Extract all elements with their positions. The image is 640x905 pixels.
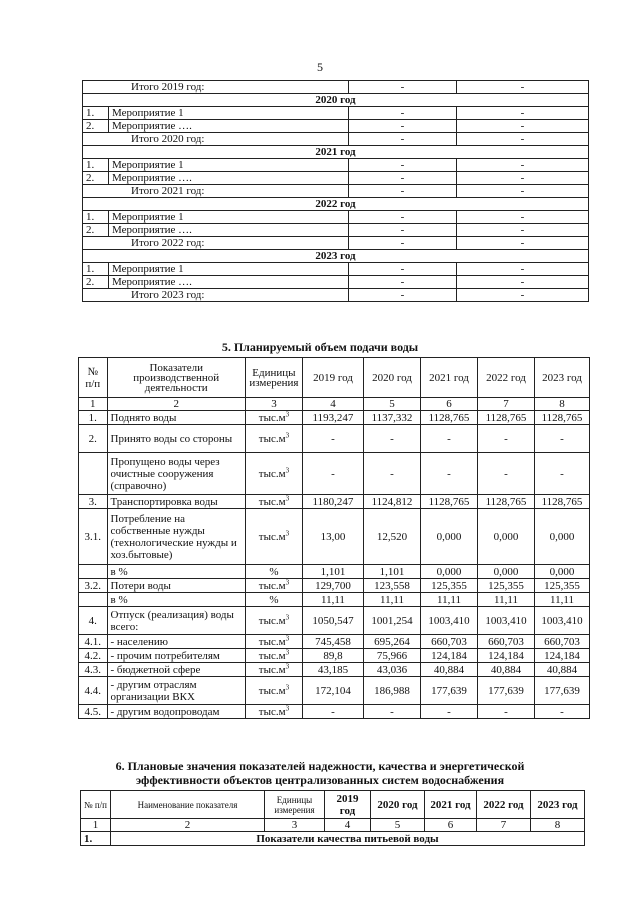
value-cell: - <box>457 159 589 172</box>
value-cell: 43,185 <box>302 663 363 677</box>
unit-cell <box>245 425 302 453</box>
table-row <box>83 146 589 159</box>
table-row <box>83 276 589 289</box>
table-row <box>79 705 590 719</box>
col-number: 8 <box>535 398 590 411</box>
row-number: 3.1. <box>79 509 108 565</box>
value-cell: - <box>302 453 363 495</box>
table-row <box>79 565 590 579</box>
t3-col-number: 4 <box>325 819 371 832</box>
row-number: 1. <box>83 107 109 120</box>
unit-superscript: 3 <box>285 578 290 586</box>
value-cell: 11,11 <box>364 593 421 607</box>
row-number: 1. <box>83 263 109 276</box>
table-row <box>79 649 590 663</box>
value-cell: 0,000 <box>478 565 535 579</box>
value-cell: 89,8 <box>302 649 363 663</box>
indicator-name: Потери воды <box>107 579 245 593</box>
table-row <box>83 198 589 211</box>
table-row <box>79 579 590 593</box>
unit-cell <box>245 607 302 635</box>
row-number: 3. <box>79 495 108 509</box>
row-number: 2. <box>83 172 109 185</box>
t3-header-2021: 2021 год <box>425 791 477 819</box>
t3-col-number: 1 <box>81 819 111 832</box>
indicator-name: - населению <box>107 635 245 649</box>
table-row <box>83 120 589 133</box>
value-cell: 124,184 <box>478 649 535 663</box>
value-cell: - <box>349 172 457 185</box>
col-number: 7 <box>478 398 535 411</box>
value-cell: - <box>535 705 590 719</box>
t3-header-2022: 2022 год <box>477 791 531 819</box>
unit-cell <box>245 509 302 565</box>
value-cell: 43,036 <box>364 663 421 677</box>
total-label: Итого 2023 год: <box>83 289 349 302</box>
t3-col-number: 6 <box>425 819 477 832</box>
unit-cell <box>245 649 302 663</box>
value-cell: 0,000 <box>421 509 478 565</box>
year-heading: 2021 год <box>83 146 589 159</box>
unit-superscript: 3 <box>285 662 290 670</box>
col-number: 3 <box>245 398 302 411</box>
col-header-2021: 2021 год <box>421 358 478 398</box>
unit-superscript: 3 <box>285 648 290 656</box>
unit-cell <box>245 495 302 509</box>
value-cell: 660,703 <box>478 635 535 649</box>
value-cell: - <box>457 211 589 224</box>
measure-name: Мероприятие 1 <box>109 159 349 172</box>
t3-col-number: 2 <box>111 819 265 832</box>
col-header-2020: 2020 год <box>364 358 421 398</box>
unit-cell <box>245 635 302 649</box>
unit-cell <box>245 677 302 705</box>
unit-cell <box>245 453 302 495</box>
unit-base: тыс.м <box>258 495 286 508</box>
value-cell: 75,966 <box>364 649 421 663</box>
unit-base: тыс.м <box>258 663 286 676</box>
unit-cell <box>245 579 302 593</box>
value-cell: 1128,765 <box>421 411 478 425</box>
unit-superscript: 3 <box>285 612 290 621</box>
value-cell: - <box>535 425 590 453</box>
value-cell: - <box>302 425 363 453</box>
table-row <box>79 495 590 509</box>
table-row <box>83 263 589 276</box>
total-label: Итого 2022 год: <box>83 237 349 250</box>
table-row <box>83 237 589 250</box>
value-cell: - <box>478 705 535 719</box>
table-row <box>79 607 590 635</box>
value-cell: 125,355 <box>535 579 590 593</box>
t3-row-num: 1. <box>81 832 111 846</box>
value-cell: 1128,765 <box>478 495 535 509</box>
value-cell: 660,703 <box>421 635 478 649</box>
value-cell: 0,000 <box>421 565 478 579</box>
measure-name: Мероприятие …. <box>109 120 349 133</box>
unit-superscript: 3 <box>285 634 290 642</box>
value-cell: - <box>457 107 589 120</box>
value-cell: 1,101 <box>302 565 363 579</box>
col-header-2022: 2022 год <box>478 358 535 398</box>
value-cell: 186,988 <box>364 677 421 705</box>
value-cell: - <box>349 159 457 172</box>
t3-col-number: 7 <box>477 819 531 832</box>
year-heading: 2023 год <box>83 250 589 263</box>
value-cell: 124,184 <box>535 649 590 663</box>
value-cell: 177,639 <box>421 677 478 705</box>
value-cell: - <box>421 425 478 453</box>
value-cell: 12,520 <box>364 509 421 565</box>
value-cell: - <box>421 453 478 495</box>
value-cell: 1128,765 <box>535 495 590 509</box>
value-cell: - <box>349 237 457 250</box>
value-cell: 11,11 <box>302 593 363 607</box>
value-cell: 1001,254 <box>364 607 421 635</box>
value-cell: 1137,332 <box>364 411 421 425</box>
value-cell: - <box>457 276 589 289</box>
row-number: 1. <box>83 211 109 224</box>
table-row <box>83 185 589 198</box>
table-row <box>83 107 589 120</box>
indicator-name: Отпуск (реализация) воды всего: <box>107 607 245 635</box>
value-cell: - <box>457 237 589 250</box>
value-cell: - <box>349 211 457 224</box>
value-cell: 660,703 <box>535 635 590 649</box>
value-cell: 11,11 <box>478 593 535 607</box>
value-cell: 172,104 <box>302 677 363 705</box>
value-cell: - <box>349 81 457 94</box>
value-cell: 1003,410 <box>421 607 478 635</box>
col-number: 2 <box>107 398 245 411</box>
measure-name: Мероприятие …. <box>109 276 349 289</box>
indicator-name: Потребление на собственные нужды (технологические нужды и хоз.бытовые) <box>107 509 245 565</box>
value-cell: - <box>457 263 589 276</box>
t3-header-2023: 2023 год <box>531 791 585 819</box>
indicator-name: Транспортировка воды <box>107 495 245 509</box>
col-header-2019: 2019 год <box>302 358 363 398</box>
t3-col-number: 5 <box>371 819 425 832</box>
value-cell: 1193,247 <box>302 411 363 425</box>
row-number: 2. <box>83 120 109 133</box>
t3-header-num: № п/п <box>81 791 111 819</box>
value-cell: 129,700 <box>302 579 363 593</box>
reliability-table <box>80 790 585 846</box>
value-cell: - <box>457 133 589 146</box>
unit-base: тыс.м <box>258 411 286 424</box>
measure-name: Мероприятие 1 <box>109 211 349 224</box>
value-cell: - <box>478 453 535 495</box>
unit-superscript: 3 <box>285 465 290 474</box>
unit-base: тыс.м <box>258 614 286 627</box>
row-number: 4. <box>79 607 108 635</box>
unit-cell <box>245 411 302 425</box>
year-heading: 2020 год <box>83 94 589 107</box>
value-cell: 1124,812 <box>364 495 421 509</box>
table-row <box>83 224 589 237</box>
value-cell: 1,101 <box>364 565 421 579</box>
value-cell: 13,00 <box>302 509 363 565</box>
t3-col-number: 3 <box>265 819 325 832</box>
value-cell: - <box>364 453 421 495</box>
table-row <box>79 453 590 495</box>
indicator-name: - другим отраслям организации ВКХ <box>107 677 245 705</box>
col-header-indicator: Показатели производственной деятельности <box>107 358 245 398</box>
table-row <box>83 211 589 224</box>
row-number: 4.2. <box>79 649 108 663</box>
value-cell: - <box>457 185 589 198</box>
value-cell: 11,11 <box>535 593 590 607</box>
t3-col-number: 8 <box>531 819 585 832</box>
unit-cell <box>245 705 302 719</box>
indicator-name: Поднято воды <box>107 411 245 425</box>
value-cell: 125,355 <box>478 579 535 593</box>
value-cell: 0,000 <box>535 509 590 565</box>
table-row <box>83 159 589 172</box>
value-cell: - <box>302 705 363 719</box>
unit-base: тыс.м <box>258 579 286 592</box>
value-cell: 0,000 <box>478 509 535 565</box>
value-cell: 125,355 <box>421 579 478 593</box>
measure-name: Мероприятие 1 <box>109 263 349 276</box>
indicator-name: - прочим потребителям <box>107 649 245 663</box>
row-number: 2. <box>83 276 109 289</box>
row-number: 1. <box>79 411 108 425</box>
measures-table <box>82 80 589 302</box>
value-cell: - <box>349 107 457 120</box>
value-cell: 745,458 <box>302 635 363 649</box>
value-cell: 1003,410 <box>535 607 590 635</box>
table-row <box>79 663 590 677</box>
value-cell: 1128,765 <box>478 411 535 425</box>
indicator-name: Принято воды со стороны <box>107 425 245 453</box>
value-cell: - <box>478 425 535 453</box>
table-row <box>83 250 589 263</box>
table-row <box>83 133 589 146</box>
indicator-name: в % <box>107 593 245 607</box>
unit-base: тыс.м <box>258 635 286 648</box>
t3-header-unit: Единицы измерения <box>265 791 325 819</box>
table-row <box>79 635 590 649</box>
value-cell: 40,884 <box>478 663 535 677</box>
value-cell: 40,884 <box>535 663 590 677</box>
unit-superscript: 3 <box>285 430 290 439</box>
value-cell: - <box>457 81 589 94</box>
value-cell: - <box>457 224 589 237</box>
row-number: 4.5. <box>79 705 108 719</box>
measure-name: Мероприятие 1 <box>109 107 349 120</box>
row-number <box>79 593 108 607</box>
unit-superscript: 3 <box>285 494 290 502</box>
value-cell: 177,639 <box>535 677 590 705</box>
table-row <box>79 425 590 453</box>
value-cell: 0,000 <box>535 565 590 579</box>
measure-name: Мероприятие …. <box>109 172 349 185</box>
value-cell: 1128,765 <box>421 495 478 509</box>
year-heading: 2022 год <box>83 198 589 211</box>
value-cell: - <box>349 120 457 133</box>
table-row <box>79 411 590 425</box>
value-cell: - <box>364 425 421 453</box>
value-cell: 1180,247 <box>302 495 363 509</box>
page-number: 5 <box>317 60 323 74</box>
t3-header-2019: 2019 год <box>325 791 371 819</box>
unit-superscript: 3 <box>285 410 290 418</box>
section6-title-line1: 6. Плановые значения показателей надежности, качества и энергетической <box>115 759 525 773</box>
value-cell: - <box>349 133 457 146</box>
t3-header-2020: 2020 год <box>371 791 425 819</box>
value-cell: - <box>349 224 457 237</box>
value-cell: 177,639 <box>478 677 535 705</box>
value-cell: - <box>349 263 457 276</box>
value-cell: 1050,547 <box>302 607 363 635</box>
col-number: 6 <box>421 398 478 411</box>
row-number: 4.3. <box>79 663 108 677</box>
value-cell: - <box>535 453 590 495</box>
table-row <box>83 289 589 302</box>
row-number: 4.4. <box>79 677 108 705</box>
total-label: Итого 2019 год: <box>83 81 349 94</box>
unit-superscript: 3 <box>285 682 290 691</box>
col-header-2023: 2023 год <box>535 358 590 398</box>
value-cell: - <box>457 289 589 302</box>
col-header-num: № п/п <box>79 358 108 398</box>
section6-title-line2: эффективности объектов централизованных систем водоснабжения <box>135 773 505 787</box>
row-number: 2. <box>79 425 108 453</box>
value-cell: 1003,410 <box>478 607 535 635</box>
table-row <box>79 509 590 565</box>
row-number: 3.2. <box>79 579 108 593</box>
unit-base: тыс.м <box>258 649 286 662</box>
value-cell: 695,264 <box>364 635 421 649</box>
value-cell: - <box>349 185 457 198</box>
row-number: 2. <box>83 224 109 237</box>
unit-base: тыс.м <box>258 530 286 543</box>
value-cell: 40,884 <box>421 663 478 677</box>
value-cell: 11,11 <box>421 593 478 607</box>
measure-name: Мероприятие …. <box>109 224 349 237</box>
table-row <box>83 94 589 107</box>
table-row <box>83 81 589 94</box>
value-cell: - <box>457 172 589 185</box>
unit-base: тыс.м <box>258 432 286 445</box>
indicator-name: Пропущено воды через очистные сооружения (справочно) <box>107 453 245 495</box>
col-number: 1 <box>79 398 108 411</box>
total-label: Итого 2020 год: <box>83 133 349 146</box>
row-number <box>79 453 108 495</box>
value-cell: 124,184 <box>421 649 478 663</box>
t3-header-name: Наименование показателя <box>111 791 265 819</box>
value-cell: 123,558 <box>364 579 421 593</box>
value-cell: - <box>364 705 421 719</box>
table-row <box>79 593 590 607</box>
unit-base: тыс.м <box>258 684 286 697</box>
unit-cell: % <box>245 593 302 607</box>
row-number: 4.1. <box>79 635 108 649</box>
unit-cell: % <box>245 565 302 579</box>
unit-base: тыс.м <box>258 705 286 718</box>
t3-section-label: Показатели качества питьевой воды <box>111 832 585 846</box>
col-header-unit: Единицы измерения <box>245 358 302 398</box>
table-row <box>83 172 589 185</box>
unit-superscript: 3 <box>285 704 290 712</box>
value-cell: - <box>349 276 457 289</box>
water-supply-table <box>78 357 590 719</box>
row-number <box>79 565 108 579</box>
col-number: 5 <box>364 398 421 411</box>
indicator-name: - другим водопроводам <box>107 705 245 719</box>
unit-cell <box>245 663 302 677</box>
col-number: 4 <box>302 398 363 411</box>
total-label: Итого 2021 год: <box>83 185 349 198</box>
value-cell: - <box>457 120 589 133</box>
unit-superscript: 3 <box>285 528 290 537</box>
row-number: 1. <box>83 159 109 172</box>
value-cell: - <box>349 289 457 302</box>
value-cell: 1128,765 <box>535 411 590 425</box>
table-row <box>79 677 590 705</box>
indicator-name: - бюджетной сфере <box>107 663 245 677</box>
value-cell: - <box>421 705 478 719</box>
unit-base: тыс.м <box>258 467 286 480</box>
section5-title: 5. Планируемый объем подачи воды <box>221 340 419 354</box>
indicator-name: в % <box>107 565 245 579</box>
